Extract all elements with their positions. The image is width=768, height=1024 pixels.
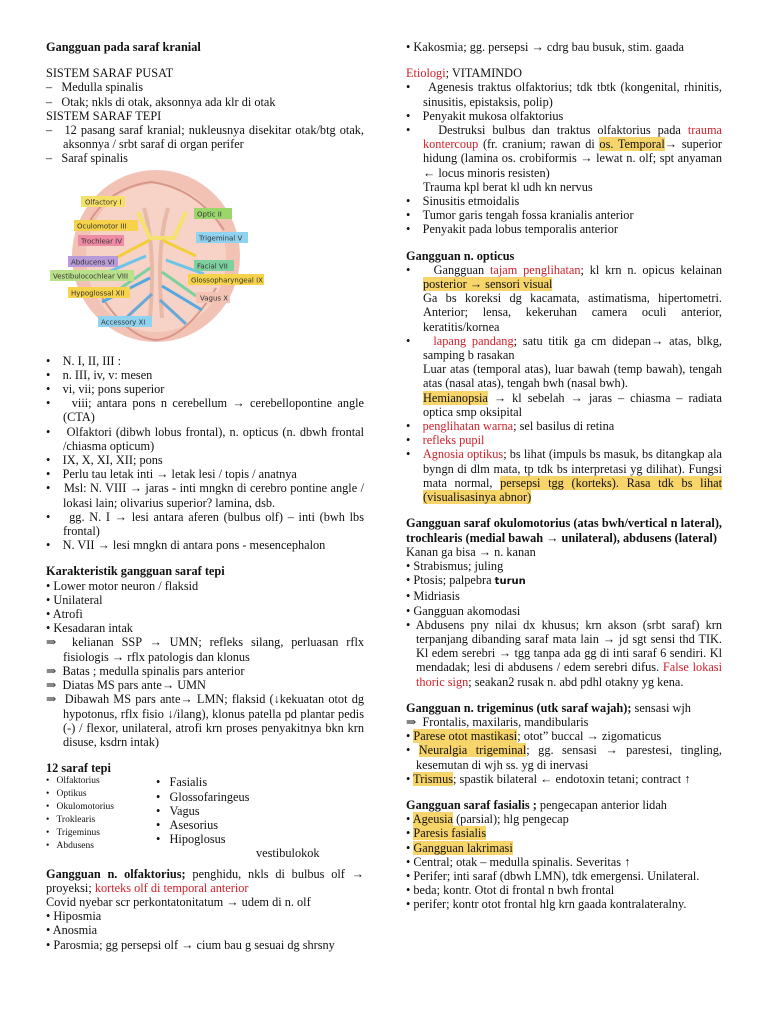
list-item: • Gangguan tajam penglihatan; kl krn n. opicus kelainan posterior → sensori visual: [406, 262, 722, 292]
right-column: [406, 40, 722, 912]
list-item: • IX, X, XI, XII; pons: [46, 453, 163, 468]
list-item: • Optikus: [46, 789, 87, 800]
diagram-label: Trochlear IV: [81, 237, 123, 246]
list-item: • perifer; kontr otot frontal hlg krn gaada kontralateralny.: [406, 897, 687, 912]
list-item: • Lower motor neuron / flaksid: [46, 578, 199, 593]
tepi12-list: [46, 775, 364, 860]
cranial-nerves-diagram: [46, 168, 264, 346]
pusat-item: – Otak; nkls di otak, aksonnya ada klr di otak: [46, 94, 276, 109]
left-column: [46, 40, 364, 952]
list-item: • viii; antara pons n cerebellum → cerebellopontine angle (CTA): [46, 396, 364, 425]
pusat-item: – Medulla spinalis: [46, 80, 144, 95]
olfaktorius-section: Gangguan n. olfaktorius; penghidu, nkls di bulbus olf → proyeksi; korteks olf di temporal anterior: [46, 866, 364, 895]
list-item: • Okulomotorius: [46, 802, 114, 813]
tepi-heading: SISTEM SARAF TEPI: [46, 108, 162, 123]
list-item: • Penyakit mukosa olfaktorius: [406, 108, 564, 123]
list-item: • Kakosmia; gg. persepsi → cdrg bau busuk, stim. gaada: [406, 40, 684, 54]
etiologi-heading: Etiologi; VITAMINDO: [406, 66, 522, 81]
list-item: • Penyakit pada lobus temporalis anterior: [406, 222, 618, 237]
opticus-heading: Gangguan n. opticus: [406, 248, 515, 263]
list-item: • Agenesis traktus olfaktorius; tdk tbtk (kongenital, rhinitis, sinusitis, epistaksis, polip): [406, 80, 722, 109]
list-item: • N. I, II, III :: [46, 353, 121, 368]
list-item: • Midriasis: [406, 589, 460, 604]
list-item: • n. III, iv, v: mesen: [46, 367, 153, 382]
diagram-label: Olfactory I: [85, 198, 122, 207]
list-item: • gg. N. I → lesi antara aferen (bulbus olf) – inti (bwh lbs frontal): [46, 509, 364, 539]
olfaktorius-note: Covid nyebar scr perkontatonitatum → udem di n. olf: [46, 894, 311, 909]
list-item: • Olfaktori (dibwh lobus frontal), n. opticus (n. dbwh frontal /chiasma opticum): [46, 424, 365, 453]
list-item: • Abdusens: [46, 841, 94, 852]
document-title: Gangguan pada saraf kranial: [46, 40, 201, 54]
list-item: vestibulokok: [256, 846, 320, 861]
list-item: • Kesadaran intak: [46, 621, 133, 636]
list-item: • Sinusitis etmoidalis: [406, 194, 520, 209]
diagram-label: Optic II: [197, 210, 222, 219]
diagram-label: Hypoglossal XII: [71, 289, 125, 298]
diagram-label: Oculomotor III: [77, 222, 127, 231]
list-item: • Central; otak – medulla spinalis. Severitas ↑: [406, 854, 631, 869]
list-item: • Neuralgia trigeminal; gg. sensasi → parestesi, tingling, kesemutan di wjh ss. yg di inervasi: [406, 743, 722, 772]
list-item: • Unilateral: [46, 592, 103, 607]
diagram-label: Vagus X: [200, 294, 229, 303]
tepi12-col2: [156, 775, 320, 860]
list-item: • Abdusens pny nilai dx khusus; krn akson (srbt saraf) krn terpanjang dibanding saraf mata lain → jd sgt sensi thd TIK. Kl edem serebri → tgg tanpa ada gg di inti saraf 6 sendiri. Kl mendadak; lesi di abdusens / edem serebri difus. False lokasi thoric sign; seakan2 rusak n. abd pdhl otakny yg kena.: [406, 617, 723, 689]
arrow-item: ⇒ Frontalis, maxilaris, mandibularis: [406, 714, 589, 729]
arrow-item: ⇒ Batas ; medulla spinalis pars anterior: [46, 663, 245, 678]
list-item-note: Hemianopsia → kl sebelah → jaras – chiasma – radiata optica smp oksipital: [423, 390, 722, 419]
list-item: • Parese otot mastikasi; otot” buccal → zigomaticus: [406, 729, 662, 744]
list-item: • Msl: N. VIII → jaras - inti mngkn di cerebro pontine angle / lokasi lain; olivarius superior? lamina, dsb.: [46, 481, 365, 510]
list-item: • Perlu tau letak inti → letak lesi / topis / anatnya: [46, 467, 297, 482]
list-item: • Hiposmia: [46, 909, 102, 924]
trigeminus-heading: Gangguan n. trigeminus (utk saraf wajah); sensasi wjh: [406, 700, 691, 715]
okulomotorius-sub: Kanan ga bisa → n. kanan: [406, 544, 536, 559]
list-item: • Atrofi: [46, 607, 83, 622]
diagram-label: Glossopharyngeal IX: [191, 276, 263, 285]
tepi12-col1: [46, 775, 156, 860]
list-item: • Vagus: [156, 803, 200, 818]
list-item: • Strabismus; juling: [406, 558, 504, 573]
list-item: • refleks pupil: [406, 433, 485, 448]
list-item: • Troklearis: [46, 815, 96, 826]
list-item: • Destruksi bulbus dan traktus olfaktorius pada trauma kontercoup (fr. cranium; rawan di os. Temporal→ superior hidung (lamina os. crobiformis → lewat n. olf; spt anyaman ← locus minoris resisten): [406, 123, 722, 180]
list-item: • Hipoglosus: [156, 832, 226, 847]
list-item: • Ageusia (parsial); hlg pengecap: [406, 812, 569, 827]
arrow-item: ⇒ Diatas MS pars ante→ UMN: [46, 678, 206, 693]
diagram-label: Accessory XI: [101, 318, 146, 327]
list-item: • Agnosia optikus; bs lihat (impuls bs masuk, bs ditangkap ala byngn di dlm mata, tp tdk bs interpretasi yg dilihat). Fungsi mata normal, persepsi tgg (korteks). Rasa tdk bs lihat (visualisasinya abnor): [406, 447, 723, 505]
list-item: • vi, vii; pons superior: [46, 382, 165, 397]
list-item: • Glossofaringeus: [156, 789, 250, 804]
list-item: • beda; kontr. Otot di frontal n bwh frontal: [406, 883, 615, 898]
list-item: • Trismus; spastik bilateral ← endotoxin tetani; contract ↑: [406, 771, 691, 786]
list-item: • Gangguan lakrimasi: [406, 840, 513, 855]
list-item: • Paresis fasialis: [406, 826, 487, 841]
fasialis-heading: Gangguan saraf fasialis ; pengecapan anterior lidah: [406, 797, 667, 812]
diagram-label: Abducens VI: [71, 258, 115, 267]
okulomotorius-heading: Gangguan saraf okulomotorius (atas bwh/vertical n lateral), trochlearis (medial bawah → unilateral), abdusens (lateral): [406, 516, 722, 545]
tepi-item: – 12 pasang saraf kranial; nukleusnya disekitar otak/btg otak, aksonnya / srbt saraf di organ perifer: [46, 123, 364, 152]
list-item: • Olfaktorius: [46, 776, 100, 787]
arrow-item: ⇒ kelianan SSP → UMN; refleks silang, perluasan rflx fisiologis → rflx patologis dan klonus: [46, 635, 365, 664]
list-item: • Fasialis: [156, 775, 208, 790]
list-item: • Asesorius: [156, 817, 219, 832]
diagram-label: Vestibulocochlear VIII: [53, 272, 129, 281]
list-item: • Tumor garis tengah fossa kranialis anterior: [406, 208, 634, 223]
tepi12-heading: 12 saraf tepi: [46, 761, 111, 776]
list-item: • Perifer; inti saraf (dbwh LMN), tdk emergensi. Unilateral.: [406, 868, 700, 883]
list-item-note: Trauma kpl berat kl udh kn nervus: [423, 179, 593, 194]
list-item: • Gangguan akomodasi: [406, 603, 521, 618]
tepi-item: – Saraf spinalis: [46, 151, 128, 166]
list-item: • Trigeminus: [46, 828, 100, 839]
list-item: • Parosmia; gg persepsi olf → cium bau g sesuai dg shrsny: [46, 937, 335, 952]
list-item-note: Ga bs koreksi dg kacamata, astimatisma, hipertometri. Anterior; lensa, kekeruhan camera oculi anterior, keratitis/kornea: [423, 291, 722, 334]
list-item: • Ptosis; palpebra turun: [406, 573, 526, 588]
list-item: • lapang pandang; satu titik ga cm didepan→ atas, blkg, samping b rasakan: [406, 333, 723, 363]
list-item: • penglihatan warna; sel basilus di retina: [406, 419, 615, 434]
diagram-label: Trigeminal V: [199, 234, 243, 243]
diagram-label: Facial VII: [197, 262, 228, 271]
pusat-heading: SISTEM SARAF PUSAT: [46, 66, 174, 81]
list-item: • N. VII → lesi mngkn di antara pons - mesencephalon: [46, 538, 326, 553]
list-item-note: Luar atas (temporal atas), luar bawah (temp bawah), tengah atas (nasal atas), tengah bwh (nasal bwh).: [423, 362, 722, 391]
karakteristik-heading: Karakteristik gangguan saraf tepi: [46, 564, 225, 579]
arrow-item: ⇒ Dibawah MS pars ante→ LMN; flaksid (↓kekuatan otot dg hypotonus, rflx fisio ↓/ilang), klonus patella pd plantar pedis (-) / flexor, unilateral, atrofi krn proses penyakitnya bkn krn disuse, ksdrn intak): [46, 692, 364, 749]
list-item: • Anosmia: [46, 923, 98, 938]
